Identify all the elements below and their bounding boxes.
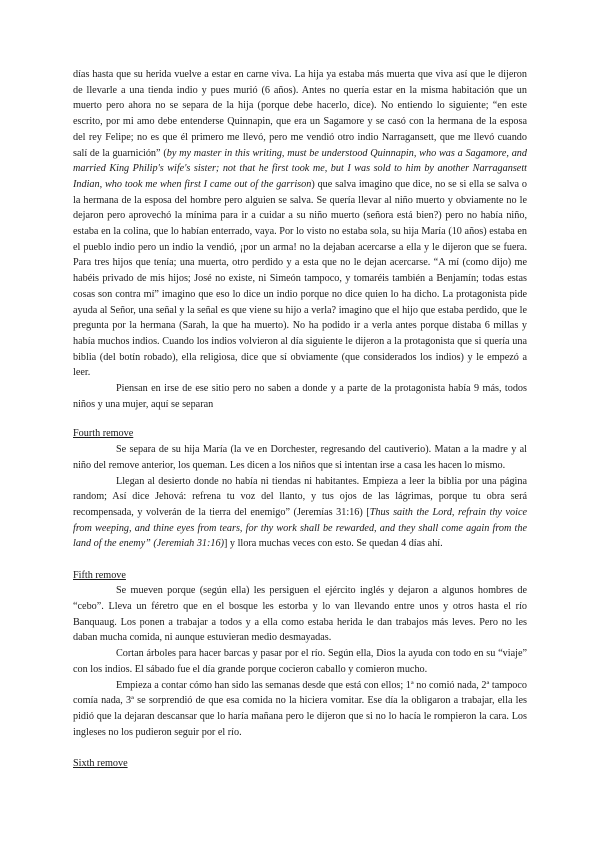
body-paragraph: Se separa de su hija María (la ve en Dorchester, regresando del cautiverio). Matan a la madre y al niño del remove anterior, los queman. Les dicen a los niños que si intentan irse a casa les hacen lo mismo.: [73, 444, 527, 471]
english-quote: Thus saith the Lord, refrain thy voice from weeping, and thine eyes from tears, for thy work shall be rewarded, and they shall come again from the land of the enemy” (Jeremiah 31:16): [73, 506, 527, 550]
section-heading-fifth-remove: Fifth remove: [73, 569, 126, 581]
body-paragraph: días hasta que su herida vuelve a estar en carne viva. La hija ya estaba más muerta que viva así que le dijeron de llevarle a una tienda indio y pues murió (6 años). Antes no quería estar en la misma habitación que un muerto pero ahora no se separa de la hija (porque debe hacerlo, dice). No entiendo lo siguiente; “en este escrito, por mi amo debe entenderse Quinnapin, que era un Sagamore y se casó con la hermana de la esposa del rey Felipe; no es que él primero me llevó, pero me vendió otro indio Narragansett, que me llevó cuando salí de la guarnición” (by my master in this writing, must be understood Quinnapin, who was a Sagamore, and married King Philip's wife's sister; not that he first took me, but I was sold to him by another Narragansett Indian, who took me when first I came out of the garrison) que salva imagino que dice, no se si ella se salva o la hermana de la esposa del hombre pero alguien se salva. Se quería llevar al niño muerto y obviamente no le dejaron pero aprovechó la mínima para ir a cuidar a su niño muerto (señora está bien?) pero no había niño, estaba en la colina, que lo habían enterrado, vaya. Por lo visto no estaba sola, su hija María (10 años) estaba en el pueblo indio pero un indio la vendió, ¡por un arma! no la dejaban acercarse a ella y le dijeron que se fuera. Para tres hijos que tenía; una muerta, otro perdido y a esta que no le dejan acercarse. “A mí (como dijo) me habéis privado de mis hijos; José no existe, ni Simeón tampoco, y tomaréis también a Benjamín; todas estas cosas son contra mí” imagino que eso lo dice un indio porque no dice quien lo ha dicho. La protagonista pide ayuda al Señor, una señal y la señal es que viene su hijo a verla? imagino que el hijo que estaba perdido, que le pregunta por la hermana (Sarah, la que ha muerto). No ha podido ir a verla antes porque distaba 6 millas y había muchos indios. Cuando los indios volvieron al día siguiente le dijeron a la protagonista que si quería una biblia (del botín robado), ella religiosa, dice que sí obviamente (que considerados los indios) y le empezó a leer.: [73, 69, 527, 379]
section-heading-fourth-remove: Fourth remove: [73, 428, 134, 440]
body-paragraph: Piensan en irse de ese sitio pero no saben a donde y a parte de la protagonista había 9 más, todos niños y una mujer, aquí se separan: [73, 383, 527, 410]
section-heading-sixth-remove: Sixth remove: [73, 757, 128, 769]
body-paragraph: Cortan árboles para hacer barcas y pasar por el río. Según ella, Dios la ayuda con todo en su “viaje” con los indios. El sábado fue el día grande porque cocieron caballo y comieron mucho.: [73, 648, 527, 675]
body-paragraph: Se mueven porque (según ella) les persiguen el ejército inglés y dejaron a algunos hombres de “cebo”. Lleva un féretro que en el bosque les estorba y lo van llevando entre unos y otros hasta el río Banquaug. Los ponen a trabajar a todos y a ella como estaba herida le dan trabajos más leves. Pero no les daban mucha comida, ni aunque estuvieran medio desmayadas.: [73, 585, 527, 644]
body-paragraph: Empieza a contar cómo han sido las semanas desde que está con ellos; 1ª no comió nada, 2ª tampoco comía nada, 3ª se sorprendió de que esa comida no la hiciera vomitar. Ese día la obligaron a trabajar, ella les pidió que la dejaran descansar que lo haría mañana pero le dijeron que si no lo hacía le rompieron la cara. Los ingleses no los pudieron seguir por el río.: [73, 679, 527, 738]
english-quote: by my master in this writing, must be understood Quinnapin, who was a Sagamore, and married King Philip's wife's sister; not that he first took me, but I was sold to him by another Narragansett Indian, who took me when first I came out of the garrison: [73, 147, 527, 190]
body-paragraph: Llegan al desierto donde no había ni tiendas ni habitantes. Empieza a leer la biblia por una página random; Así dice Jehová: refrena tu voz del llanto, y tus ojos de las lágrimas, porque tu obra será recompensada, y volverán de la tierra del enemigo” (Jeremías 31:16) [Thus saith the Lord, refrain thy voice from weeping, and thine eyes from tears, for thy work shall be rewarded, and they shall come again from the land of the enemy” (Jeremiah 31:16)] y llora muchas veces con esto. Se quedan 4 días ahí.: [73, 475, 527, 550]
